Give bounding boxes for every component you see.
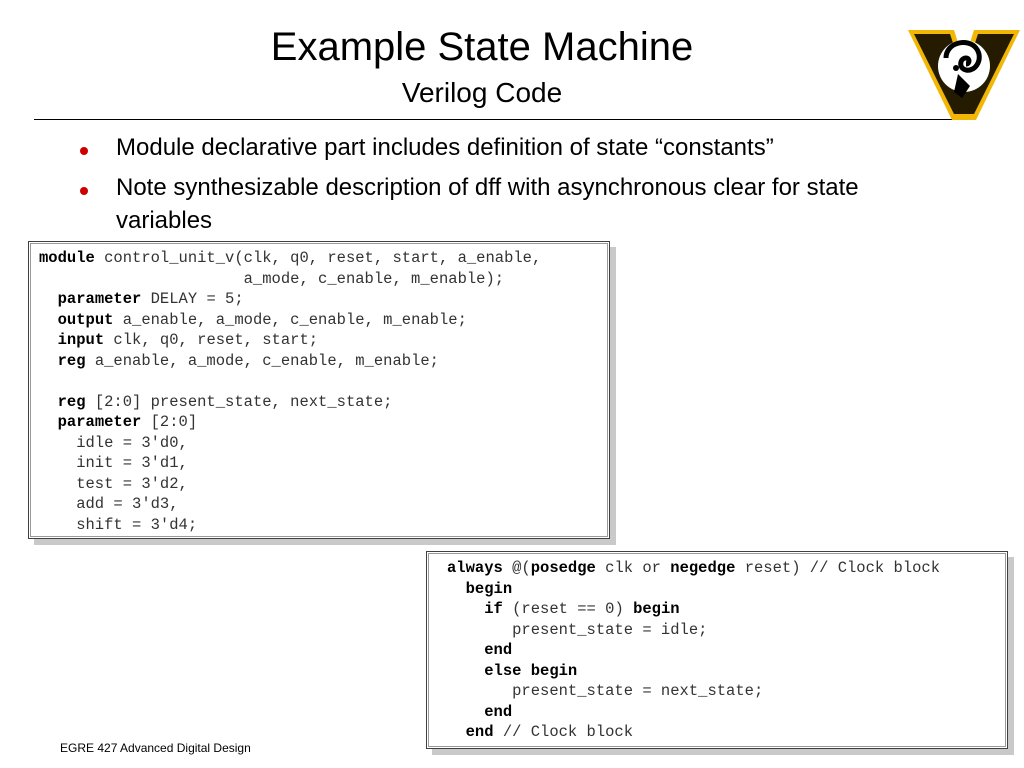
code-keyword: end (484, 702, 513, 721)
code-line (39, 351, 439, 371)
code-keyword: output (57, 310, 114, 329)
code-text: DELAY = 5; (141, 290, 244, 308)
code-text: (reset == 0) (502, 600, 634, 618)
code-text (39, 413, 58, 431)
code-keyword: begin (633, 600, 680, 618)
code-text: idle = 3'd0, (39, 433, 188, 452)
code-line (447, 558, 940, 578)
code-text (39, 311, 58, 329)
code-keyword: if (484, 600, 503, 618)
code-line (447, 681, 763, 701)
code-keyword: begin (465, 579, 513, 598)
code-line (447, 702, 512, 722)
code-text: [2:0] present_state, next_state; (85, 392, 393, 411)
code-keyword: negedge (670, 559, 736, 577)
code-keyword: input (57, 331, 105, 349)
code-text: add = 3'd3, (39, 495, 179, 513)
code-line (39, 453, 188, 473)
code-line (39, 289, 244, 309)
code-line (39, 494, 179, 514)
code-line (39, 330, 318, 350)
code-line (447, 579, 512, 599)
code-text (447, 600, 484, 618)
code-line (39, 392, 392, 412)
slide-title: Example State Machine (270, 25, 694, 69)
code-keyword: reg (57, 392, 86, 411)
bullet-item: Note synthesizable description of dff with asynchronous clear for state variables (116, 174, 859, 234)
code-text: present_state = idle; (447, 620, 708, 639)
code-line (39, 515, 197, 535)
code-text: a_enable, a_mode, c_enable, m_enable; (113, 310, 467, 329)
code-text: [2:0] (141, 413, 198, 431)
code-text: shift = 3'd4; (39, 515, 198, 534)
code-keyword: parameter (57, 290, 142, 308)
code-text: test = 3'd2, (39, 474, 188, 493)
code-text (447, 703, 484, 721)
bullet-dot (80, 147, 88, 155)
code-text: control_unit_v(clk, q0, reset, start, a_enable, (94, 249, 542, 267)
code-text: // Clock block (493, 723, 634, 741)
code-text (39, 331, 58, 349)
code-text: init = 3'd1, (39, 454, 188, 472)
code-line (447, 599, 680, 619)
code-line (39, 433, 188, 453)
code-line (447, 620, 707, 640)
code-line (447, 661, 577, 681)
code-line (447, 640, 512, 660)
code-keyword: reg (57, 351, 86, 370)
code-line (39, 412, 197, 432)
code-text (447, 580, 466, 598)
code-keyword: end (465, 723, 494, 741)
slide-subtitle: Verilog Code (401, 77, 563, 108)
code-block-module (28, 241, 610, 539)
code-line (447, 722, 633, 742)
code-line (39, 310, 467, 330)
code-keyword: else begin (484, 661, 578, 680)
code-line (39, 474, 188, 494)
code-keyword: posedge (530, 559, 596, 577)
code-line (39, 269, 504, 289)
code-keyword: always (447, 559, 503, 577)
code-keyword: parameter (57, 413, 142, 431)
code-keyword: end (484, 641, 513, 659)
footer-text: EGRE 427 Advanced Digital Design (60, 741, 251, 755)
code-text (447, 723, 466, 741)
code-text (39, 352, 58, 370)
bullet-item: Module declarative part includes definition of state “constants” (116, 134, 774, 161)
code-text: present_state = next_state; (447, 682, 764, 700)
code-text (39, 393, 58, 411)
code-text: a_enable, a_mode, c_enable, m_enable; (85, 351, 439, 370)
vcu-rams-logo-icon (906, 28, 1022, 122)
bullet-dot (80, 187, 88, 195)
code-text (39, 290, 58, 308)
code-text: clk or (595, 559, 671, 577)
code-line (39, 248, 541, 268)
code-text: a_mode, c_enable, m_enable); (39, 269, 505, 288)
code-text: reset) // Clock block (735, 559, 941, 577)
title-divider (34, 119, 972, 120)
code-text (447, 662, 484, 680)
code-block-always (426, 551, 1008, 749)
code-text (447, 641, 484, 659)
code-keyword: module (39, 249, 95, 267)
code-text: clk, q0, reset, start; (104, 331, 319, 349)
code-text: @( (502, 559, 531, 577)
